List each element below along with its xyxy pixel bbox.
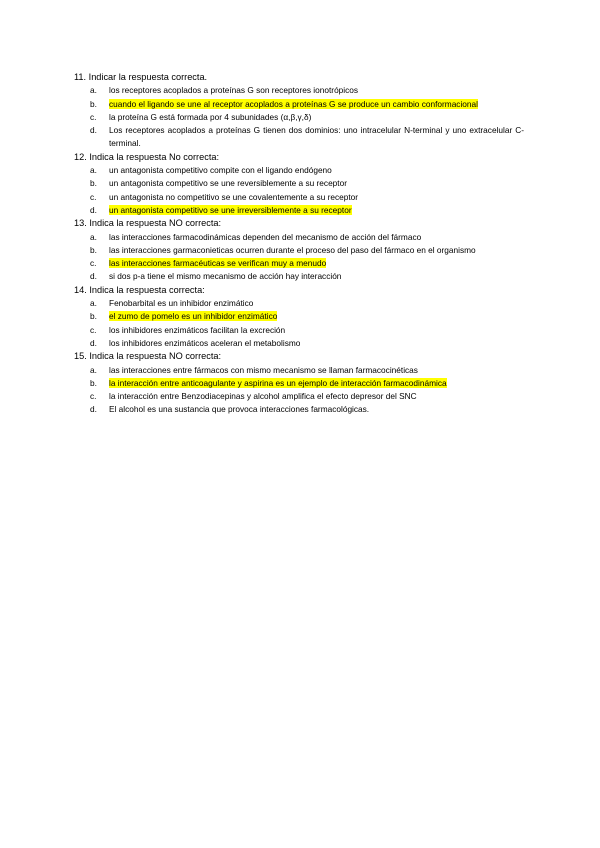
option-letter: a. <box>90 298 97 309</box>
option-letter: c. <box>90 258 97 269</box>
option-text-highlighted: el zumo de pomelo es un inhibidor enzimático <box>109 311 278 322</box>
question-12 <box>74 151 524 217</box>
option-letter: d. <box>90 271 97 282</box>
option-text: Fenobarbital es un inhibidor enzimático <box>109 298 254 309</box>
option-b <box>74 98 524 111</box>
option-list <box>74 364 524 417</box>
option-list <box>74 84 524 150</box>
option-c <box>74 111 524 124</box>
option-d <box>74 270 524 283</box>
option-letter: c. <box>90 391 97 402</box>
option-letter: b. <box>90 311 97 322</box>
question-11 <box>74 71 524 151</box>
option-text: la interacción entre Benzodiacepinas y alcohol amplifica el efecto depresor del SNC <box>109 391 417 402</box>
option-a <box>74 364 524 377</box>
question-title: 13. Indica la respuesta NO correcta: <box>74 218 222 229</box>
option-c <box>74 257 524 270</box>
option-letter: b. <box>90 98 97 109</box>
option-d <box>74 337 524 350</box>
option-text: Los receptores acoplados a proteínas G tienen dos dominios: uno intracelular N-terminal y uno extracelular C-terminal. <box>109 125 524 149</box>
option-text: un antagonista competitivo compite con el ligando endógeno <box>109 165 332 176</box>
option-text: El alcohol es una sustancia que provoca interacciones farmacológicas. <box>109 404 370 415</box>
option-d <box>74 204 524 217</box>
option-text: si dos p-a tiene el mismo mecanismo de acción hay interacción <box>109 271 342 282</box>
option-a <box>74 84 524 97</box>
option-letter: b. <box>90 377 97 388</box>
option-b <box>74 177 524 190</box>
option-text: los inhibidores enzimáticos facilitan la excreción <box>109 324 286 335</box>
option-d <box>74 124 524 151</box>
option-letter: a. <box>90 85 97 96</box>
question-title: 15. Indica la respuesta NO correcta: <box>74 351 222 362</box>
option-c <box>74 191 524 204</box>
option-b <box>74 244 524 257</box>
option-letter: b. <box>90 244 97 255</box>
option-letter: d. <box>90 337 97 348</box>
option-letter: a. <box>90 165 97 176</box>
question-14 <box>74 284 524 350</box>
option-letter: d. <box>90 125 97 136</box>
option-a <box>74 297 524 310</box>
option-text: las interacciones farmacodinámicas dependen del mecanismo de acción del fármaco <box>109 231 422 242</box>
option-text-highlighted: un antagonista competitivo se une irreversiblemente a su receptor <box>109 204 352 215</box>
option-a <box>74 231 524 244</box>
option-letter: d. <box>90 204 97 215</box>
option-text: un antagonista no competitivo se une covalentemente a su receptor <box>109 191 359 202</box>
question-13 <box>74 217 524 283</box>
option-b <box>74 377 524 390</box>
option-text: los receptores acoplados a proteínas G son receptores ionotrópicos <box>109 85 359 96</box>
option-letter: c. <box>90 191 97 202</box>
option-text: la proteína G está formada por 4 subunidades (α,β,γ,δ) <box>109 111 312 122</box>
option-text-highlighted: la interacción entre anticoagulante y aspirina es un ejemplo de interacción farmacodinámica <box>109 377 447 388</box>
option-a <box>74 164 524 177</box>
option-text-highlighted: cuando el ligando se une al receptor acoplados a proteínas G se produce un cambio conformacional <box>109 98 478 109</box>
question-15 <box>74 350 524 416</box>
option-letter: c. <box>90 324 97 335</box>
quiz-content <box>74 71 524 417</box>
option-letter: c. <box>90 111 97 122</box>
option-b <box>74 310 524 323</box>
question-title: 12. Indica la respuesta No correcta: <box>74 151 220 162</box>
option-text: un antagonista competitivo se une reversiblemente a su receptor <box>109 178 347 189</box>
option-list <box>74 231 524 284</box>
option-letter: a. <box>90 231 97 242</box>
question-title: 14. Indica la respuesta correcta: <box>74 284 205 295</box>
option-list <box>74 297 524 350</box>
option-text: las interacciones entre fármacos con mismo mecanismo se llaman farmacocinéticas <box>109 364 418 375</box>
option-d <box>74 403 524 416</box>
option-c <box>74 390 524 403</box>
option-list <box>74 164 524 217</box>
option-letter: b. <box>90 178 97 189</box>
option-letter: a. <box>90 364 97 375</box>
option-text: las interacciones garmaconieticas ocurren durante el proceso del paso del fármaco en el organismo <box>109 244 476 255</box>
option-text-highlighted: las interacciones farmacéuticas se verifican muy a menudo <box>109 258 327 269</box>
option-text: los inhibidores enzimáticos aceleran el metabolismo <box>109 337 301 348</box>
option-letter: d. <box>90 404 97 415</box>
question-title: 11. Indicar la respuesta correcta. <box>74 72 208 82</box>
option-c <box>74 324 524 337</box>
